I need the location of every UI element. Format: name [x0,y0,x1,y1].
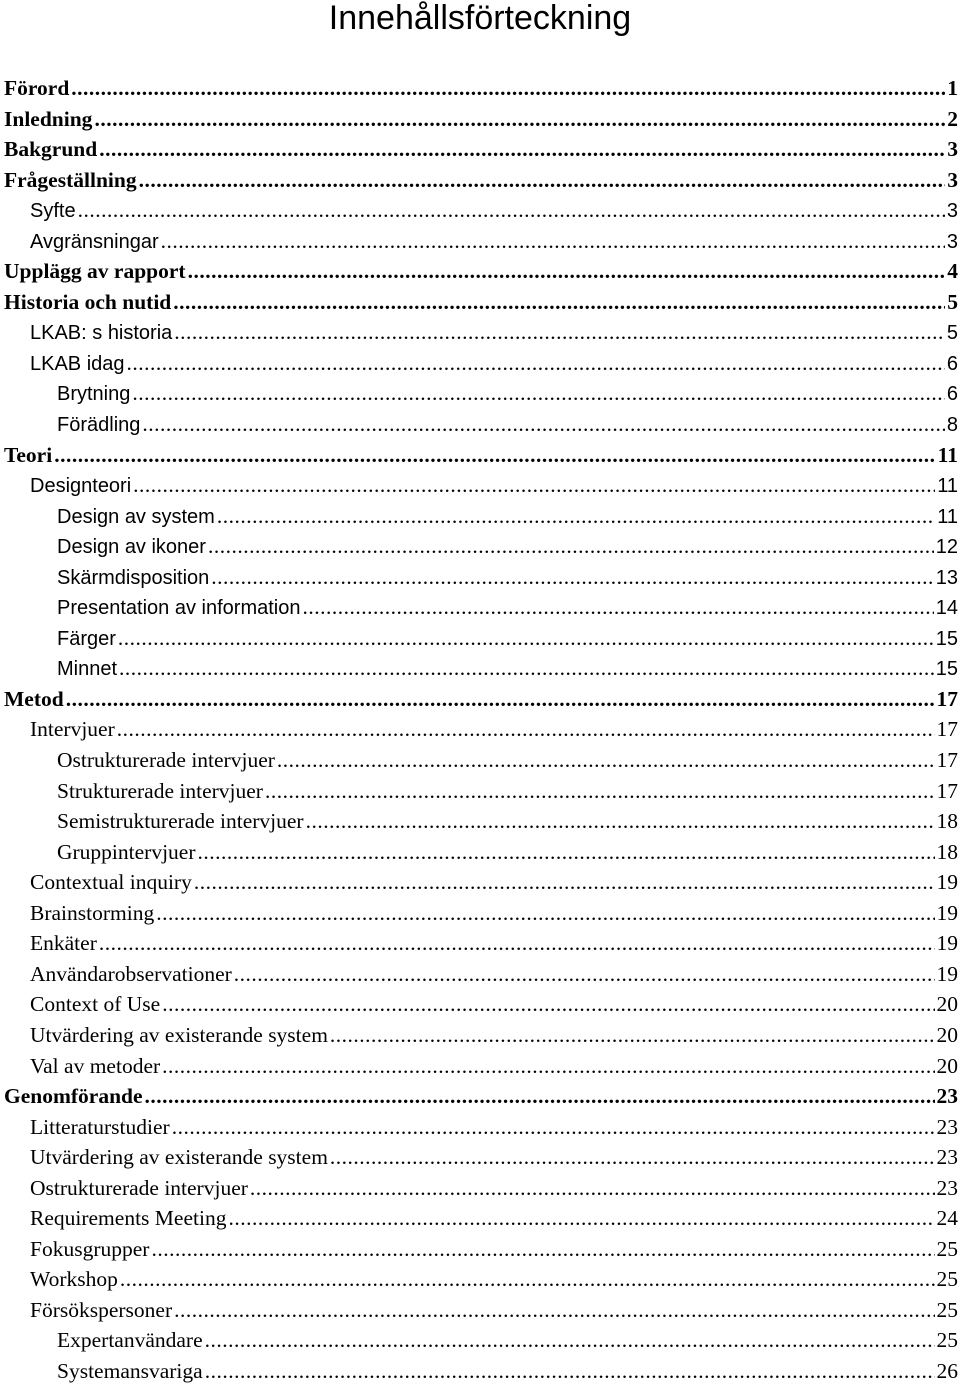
toc-entry-label: Utvärdering av existerande system [30,1022,328,1047]
toc-entry[interactable] [4,195,958,226]
toc-entry[interactable] [4,623,958,654]
toc-entry-page-number: 23 [936,1084,958,1109]
toc-entry[interactable] [4,73,958,104]
toc-entry[interactable] [4,470,958,501]
toc-entry[interactable] [4,898,958,929]
toc-entry-page-number: 19 [936,931,958,956]
toc-entry-label: Förädling [57,414,141,437]
toc-entry[interactable] [4,562,958,593]
toc-entry-label: Färger [57,627,116,650]
toc-entry-page-number: 15 [935,658,958,681]
toc-entry-label: Presentation av information [57,597,301,620]
toc-entry-label: Syfte [30,200,76,223]
toc-entry[interactable] [4,531,958,562]
toc-entry-page-number: 5 [947,289,958,314]
dot-leader [228,1203,934,1234]
dot-leader [162,989,934,1020]
dot-leader [188,256,946,287]
dot-leader [66,684,935,715]
dot-leader [132,378,945,410]
toc-entry[interactable] [4,867,958,898]
toc-entry-label: Brytning [57,383,131,406]
toc-entry-page-number: 2 [947,106,958,131]
dot-leader [217,501,935,533]
dot-leader [78,195,945,227]
toc-entry-page-number: 23 [936,1114,958,1139]
toc-entry-label: Utvärdering av existerande system [30,1145,328,1170]
dot-leader [194,867,935,898]
toc-entry-page-number: 17 [936,717,958,742]
toc-entry-label: Teori [4,442,53,467]
dot-leader [208,531,934,563]
toc-entry-page-number: 6 [946,352,958,375]
toc-entry-label: Bakgrund [4,137,98,162]
dot-leader [142,409,944,441]
toc-entry[interactable] [4,1295,958,1326]
toc-entry[interactable] [4,378,958,409]
toc-entry-page-number: 19 [936,961,958,986]
toc-entry-page-number: 20 [936,1022,958,1047]
toc-entry-page-number: 25 [936,1267,958,1292]
toc-entry-page-number: 25 [936,1328,958,1353]
toc-entry-label: Litteraturstudier [30,1114,170,1139]
toc-entry-page-number: 11 [937,442,958,467]
dot-leader [174,317,945,349]
toc-entry-page-number: 20 [936,992,958,1017]
toc-entry-label: Fokusgrupper [30,1236,150,1261]
table-of-contents [4,73,958,1387]
toc-entry-page-number: 3 [946,230,958,253]
toc-entry[interactable] [4,1142,958,1173]
dot-leader [205,1325,935,1356]
toc-entry[interactable] [4,409,958,440]
toc-entry-label: Design av ikoner [57,536,206,559]
dot-leader [71,73,945,104]
dot-leader [99,134,945,165]
toc-entry[interactable] [4,928,958,959]
toc-entry[interactable] [4,1325,958,1356]
toc-entry-page-number: 3 [946,200,958,223]
toc-entry-page-number: 24 [936,1206,958,1231]
dot-leader [172,1112,935,1143]
toc-entry-page-number: 11 [937,505,958,528]
toc-entry[interactable] [4,1051,958,1082]
toc-entry-label: Genomförande [4,1084,143,1109]
dot-leader [120,1264,935,1295]
toc-entry[interactable] [4,989,958,1020]
page-title: Innehållsförteckning [328,0,632,37]
toc-entry[interactable] [4,1020,958,1051]
toc-entry[interactable] [4,287,958,318]
dot-leader [234,959,935,990]
toc-entry-page-number: 3 [947,137,958,162]
dot-leader [205,1356,935,1387]
toc-entry-page-number: 23 [936,1145,958,1170]
toc-entry-label: Metod [4,686,64,711]
toc-entry[interactable] [4,348,958,379]
toc-entry-page-number: 19 [936,900,958,925]
dot-leader [306,806,935,837]
dot-leader [161,226,945,258]
toc-entry-label: Gruppintervjuer [57,839,196,864]
toc-entry[interactable] [4,256,958,287]
toc-entry-page-number: 25 [936,1236,958,1261]
toc-entry-page-number: 26 [936,1358,958,1383]
toc-entry[interactable] [4,837,958,868]
toc-entry[interactable] [4,745,958,776]
toc-entry[interactable] [4,1173,958,1204]
toc-entry-label: Ostrukturerade intervjuer [30,1175,248,1200]
toc-entry[interactable] [4,806,958,837]
toc-entry-label: Historia och nutid [4,289,172,314]
dot-leader [250,1173,935,1204]
toc-entry[interactable] [4,1264,958,1295]
toc-entry-page-number: 17 [936,778,958,803]
dot-leader [139,165,946,196]
toc-entry-label: Requirements Meeting [30,1206,227,1231]
dot-leader [198,837,935,868]
toc-entry-label: Upplägg av rapport [4,259,186,284]
toc-entry-page-number: 11 [937,475,958,498]
toc-entry-page-number: 18 [936,809,958,834]
toc-entry-page-number: 4 [947,259,958,284]
toc-entry[interactable] [4,653,958,684]
toc-entry-page-number: 20 [936,1053,958,1078]
toc-entry-page-number: 17 [936,748,958,773]
toc-entry-label: Contextual inquiry [30,870,192,895]
toc-entry[interactable] [4,317,958,348]
toc-entry-label: Ostrukturerade intervjuer [57,748,275,773]
dot-leader [117,714,935,745]
toc-entry-page-number: 25 [936,1297,958,1322]
toc-entry[interactable] [4,592,958,623]
dot-leader [127,348,945,380]
toc-entry[interactable] [4,959,958,990]
dot-leader [145,1081,935,1112]
toc-entry-page-number: 1 [947,76,958,100]
toc-entry[interactable] [4,684,958,715]
toc-entry-label: Försökspersoner [30,1297,173,1322]
toc-entry[interactable] [4,1203,958,1234]
toc-entry-label: Strukturerade intervjuer [57,778,263,803]
dot-leader [118,623,934,655]
toc-entry-page-number: 18 [936,839,958,864]
dot-leader [156,898,934,929]
toc-entry-label: Intervjuer [30,717,115,742]
toc-entry-page-number: 14 [935,597,958,620]
toc-entry[interactable] [4,440,958,471]
toc-entry-label: Förord [4,76,70,100]
dot-leader [173,287,945,318]
toc-entry-page-number: 23 [936,1175,958,1200]
toc-entry-page-number: 12 [935,536,958,559]
toc-entry[interactable] [4,1112,958,1143]
toc-entry-label: Systemansvariga [57,1358,203,1383]
toc-entry-label: Workshop [30,1267,118,1292]
dot-leader [211,562,933,594]
toc-entry-page-number: 13 [935,566,958,589]
dot-leader [265,776,935,807]
toc-entry-label: Inledning [4,106,93,131]
toc-entry[interactable] [4,714,958,745]
toc-entry-page-number: 3 [947,167,958,192]
toc-entry[interactable] [4,501,958,532]
dot-leader [99,928,935,959]
toc-entry-label: Enkäter [30,931,97,956]
toc-entry-label: Frågeställning [4,167,137,192]
toc-entry-page-number: 15 [935,627,958,650]
dot-leader [277,745,935,776]
toc-entry[interactable] [4,165,958,196]
toc-entry-label: Semistrukturerade intervjuer [57,809,304,834]
toc-entry[interactable] [4,1081,958,1112]
toc-entry-label: Context of Use [30,992,161,1017]
dot-leader [119,653,934,685]
toc-entry-page-number: 19 [936,870,958,895]
dot-leader [151,1234,934,1265]
dot-leader [330,1142,935,1173]
dot-leader [54,440,935,471]
toc-entry-label: Skärmdisposition [57,566,210,589]
toc-entry-label: LKAB idag [30,352,125,375]
toc-entry[interactable] [4,1356,958,1387]
toc-entry[interactable] [4,776,958,807]
toc-entry[interactable] [4,226,958,257]
toc-entry-page-number: 6 [946,383,958,406]
toc-entry-label: Brainstorming [30,900,155,925]
toc-entry-page-number: 5 [946,322,958,345]
toc-entry-label: Minnet [57,658,118,681]
toc-entry-label: Design av system [57,505,215,528]
toc-entry[interactable] [4,1234,958,1265]
dot-leader [302,592,933,624]
toc-entry-label: Avgränsningar [30,230,159,253]
toc-entry[interactable] [4,104,958,135]
toc-entry-page-number: 8 [946,414,958,437]
toc-entry[interactable] [4,134,958,165]
dot-leader [94,104,945,135]
dot-leader [174,1295,934,1326]
toc-entry-label: Designteori [30,475,132,498]
toc-entry-label: Val av metoder [30,1053,161,1078]
dot-leader [330,1020,935,1051]
toc-entry-page-number: 17 [936,686,958,711]
toc-entry-label: Användarobservationer [30,961,232,986]
dot-leader [133,470,935,502]
toc-entry-label: LKAB: s historia [30,322,173,345]
dot-leader [162,1051,934,1082]
toc-entry-label: Expertanvändare [57,1328,203,1353]
